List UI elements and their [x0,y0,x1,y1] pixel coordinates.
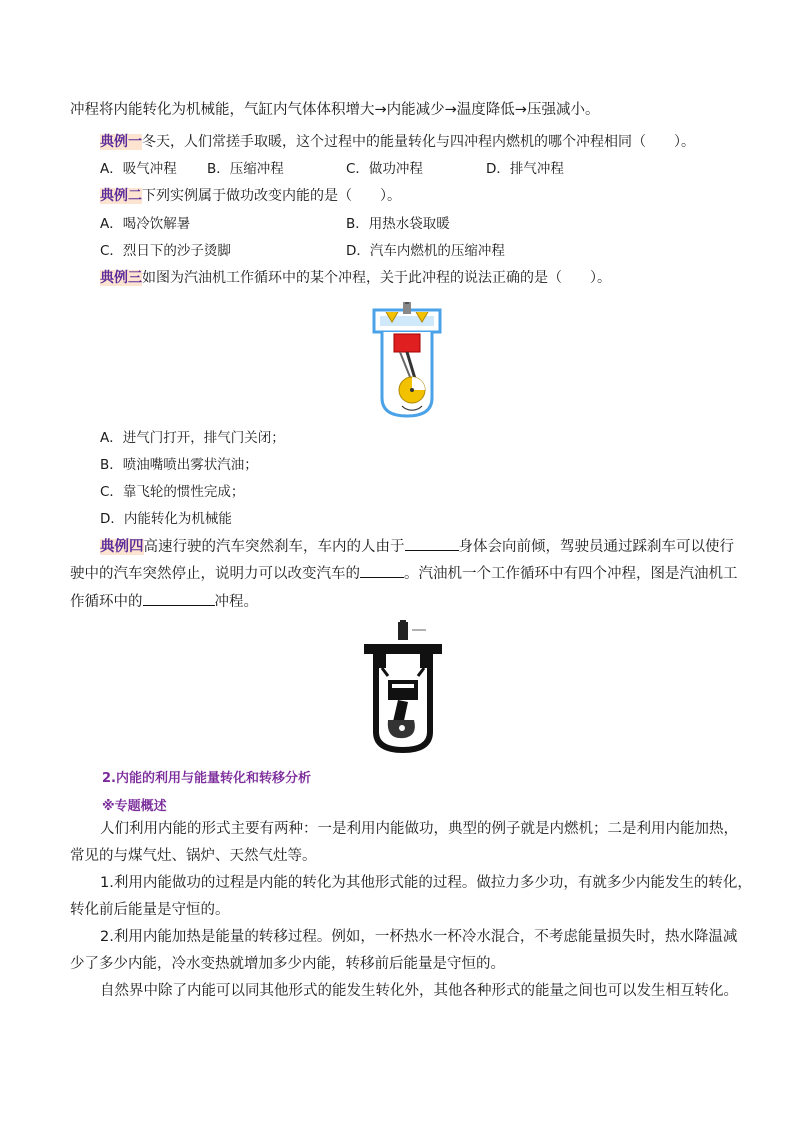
paragraph-3-line-2: 少了多少内能，冷水变热就增加多少内能，转移前后能量是守恒的。 [70,956,505,972]
blank-inertia[interactable] [405,536,459,551]
section-heading: 2.内能的利用与能量转化和转移分析 [102,771,311,786]
example-4-line-2: 驶中的汽车突然停止，说明力可以改变汽车的 。汽油机一个工作循环中有四个冲程，图是汽油机工 [70,563,738,584]
example-3-option-a: A．进气门打开，排气门关闭； [100,430,285,446]
paragraph-1-line-1: 人们利用内能的形式主要有两种：一是利用内能做功，典型的例子就是内燃机；二是利用内能加热， [100,821,738,837]
paragraph-3-line-1: 2.利用内能加热是能量的转移过程。例如，一杯热水一杯冷水混合，不考虑能量损失时，热水降温减 [100,929,738,945]
example-2-tag: 典例二 [100,188,142,204]
example-3-question [100,268,611,288]
spark-plug-icon [403,302,411,314]
blank-motion-state[interactable] [360,563,404,578]
example-1-tag: 典例一 [100,134,142,150]
example-3-tag: 典例三 [100,270,142,286]
example-1-option-d: D．排气冲程 [486,161,564,177]
example-1-text: 冬天，人们常搓手取暖，这个过程中的能量转化与四冲程内燃机的哪个冲程相同（ ）。 [142,134,695,150]
paragraph-4: 自然界中除了内能可以同其他形式的能发生转化外，其他各种形式的能量之间也可以发生相互转化。 [100,983,738,999]
engine-stroke-figure-bw [362,620,444,754]
example-4-line-3: 作循环中的 冲程。 [70,591,258,612]
intro-text: 冲程将内能转化为机械能，气缸内气体体积增大→内能减少→温度降低→压强减小。 [70,102,600,118]
blank-stroke-name[interactable] [143,591,215,606]
example-2-question [100,186,401,206]
piston [394,334,420,352]
example-3-option-c: C．靠飞轮的惯性完成； [100,484,245,500]
spark-plug-icon [398,620,426,640]
example-3-option-b: B．喷油嘴喷出雾状汽油； [100,457,258,473]
paragraph-1-line-2: 常见的与煤气灶、锅炉、天然气灶等。 [70,848,317,864]
example-2-option-d: D．汽车内燃机的压缩冲程 [346,243,505,259]
example-3-option-d: D．内能转化为机械能 [100,511,232,527]
paragraph-2-line-1: 1.利用内能做功的过程是内能的转化为其他形式能的过程。做拉力多少功，有就多少内能发生的转化， [100,875,752,891]
section-subheading: ※专题概述 [102,799,167,814]
example-2-option-c: C．烈日下的沙子烫脚 [100,243,231,259]
example-1-option-b: B．压缩冲程 [207,161,284,177]
example-3-text: 如图为汽油机工作循环中的某个冲程，关于此冲程的说法正确的是（ ）。 [142,270,611,286]
piston [388,680,418,700]
example-2-option-b: B．用热水袋取暖 [346,216,450,232]
example-1-option-a: A．吸气冲程 [100,161,177,177]
example-1-option-c: C．做功冲程 [346,161,423,177]
example-2-option-a: A．喝冷饮解暑 [100,216,191,232]
engine-stroke-figure-color [372,302,442,420]
paragraph-2-line-2: 转化前后能量是守恒的。 [70,902,230,918]
example-1-question [100,132,695,152]
example-4-line-1: 典例四高速行驶的汽车突然刹车，车内的人由于 身体会向前倾，驾驶员通过踩刹车可以使行 [100,536,734,557]
example-2-text: 下列实例属于做功改变内能的是（ ）。 [142,188,401,204]
example-4-tag: 典例四 [100,539,144,555]
